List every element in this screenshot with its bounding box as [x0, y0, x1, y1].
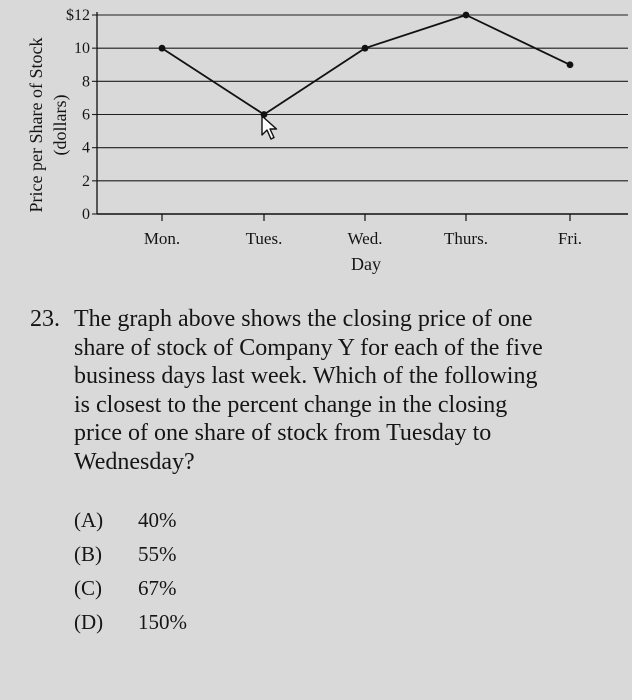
answer-choices	[74, 503, 187, 639]
x-axis-title: Day	[351, 254, 381, 274]
y-tick-label: 8	[82, 73, 90, 91]
question-text	[74, 305, 620, 476]
choice-letter: (D)	[74, 610, 104, 634]
choice-a[interactable]	[74, 503, 187, 537]
data-point	[463, 12, 470, 19]
y-axis-title-line-2: (dollars)	[50, 94, 70, 156]
question-line: share of stock of Company Y for each of the five	[74, 334, 543, 361]
data-point	[159, 45, 166, 52]
x-tick-label: Tues.	[245, 229, 283, 248]
y-axis-title-line-1: Price per Share of Stock	[26, 37, 46, 213]
x-tick-label: Mon.	[143, 229, 181, 248]
y-tick-label: 10	[74, 40, 90, 58]
choice-c[interactable]	[74, 571, 187, 605]
y-tick-label: 0	[82, 206, 90, 223]
choice-value: 67%	[138, 576, 177, 600]
question-line: price of one share of stock from Tuesday to	[74, 420, 492, 446]
x-tick-label: Wed.	[347, 229, 383, 248]
axes	[92, 12, 628, 221]
question-number: 23.	[30, 306, 60, 332]
choice-letter: (B)	[74, 542, 102, 566]
choice-value: 150%	[138, 610, 187, 634]
choice-value: 40%	[138, 508, 177, 532]
price-series	[159, 12, 574, 118]
question-line: Wednesday?	[74, 448, 195, 475]
y-tick-label: 6	[82, 106, 90, 124]
y-tick-label: 4	[82, 139, 90, 157]
choice-value: 55%	[138, 542, 177, 566]
question-line: is closest to the percent change in the closing	[74, 391, 508, 418]
choice-d[interactable]	[74, 605, 187, 639]
grid-lines	[97, 15, 628, 181]
x-tick-label: Fri.	[557, 229, 583, 248]
series-line	[162, 15, 570, 115]
data-point	[567, 61, 574, 68]
y-axis-title	[26, 38, 71, 213]
question-block	[30, 305, 620, 476]
x-tick-label: Thurs.	[444, 229, 488, 248]
choice-letter: (C)	[74, 576, 102, 600]
choice-b[interactable]	[74, 537, 187, 571]
y-tick-label: 2	[82, 172, 90, 190]
question-line: The graph above shows the closing price of one	[74, 306, 533, 332]
question-line: business days last week. Which of the following	[74, 363, 538, 389]
x-tick-labels	[144, 229, 582, 248]
mouse-pointer-icon	[260, 115, 278, 146]
line-chart	[0, 0, 632, 290]
data-point	[362, 45, 369, 52]
choice-letter: (A)	[74, 508, 104, 532]
y-tick-label: $12	[66, 7, 90, 24]
